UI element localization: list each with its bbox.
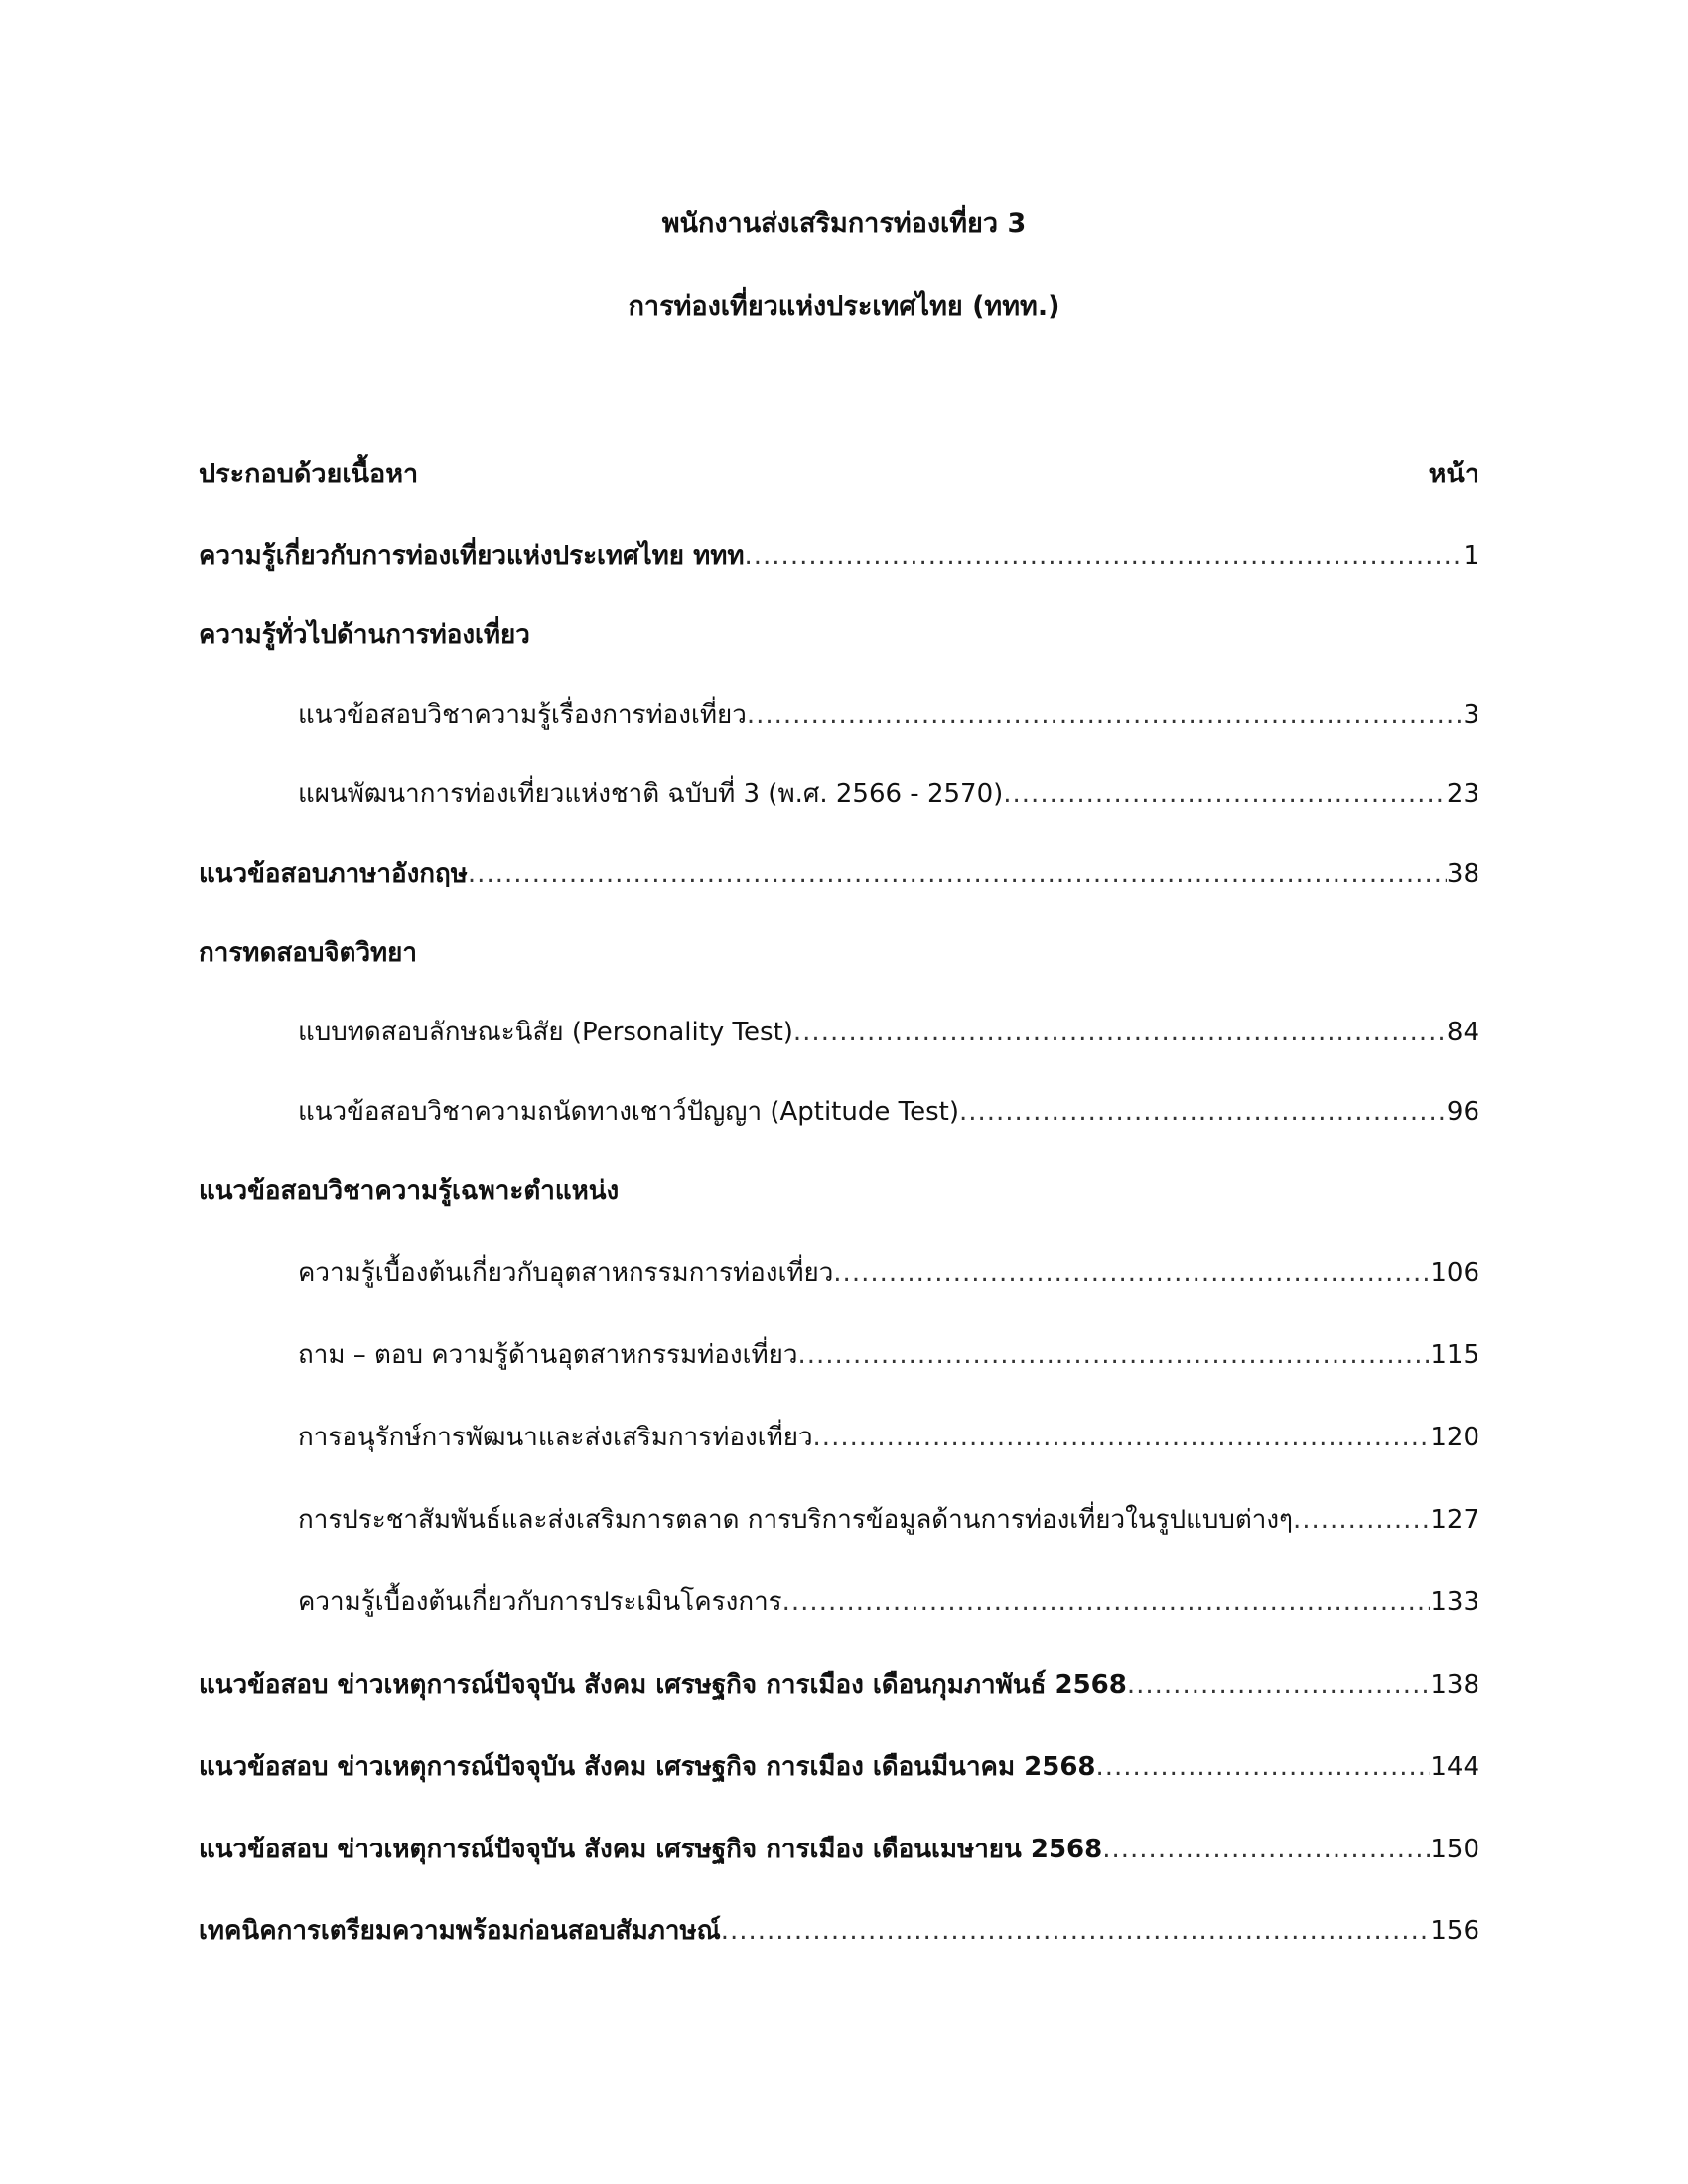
toc-header-page: หน้า (1428, 459, 1479, 489)
toc-entry-label: แนวข้อสอบ ข่าวเหตุการณ์ปัจจุบัน สังคม เศรษฐกิจ การเมือง เดือนมีนาคม 2568 (199, 1752, 1096, 1782)
toc-entry-label: แนวข้อสอบ ข่าวเหตุการณ์ปัจจุบัน สังคม เศรษฐกิจ การเมือง เดือนกุมภาพันธ์ 2568 (199, 1670, 1127, 1700)
toc-entry (0, 536, 1688, 576)
toc-entry-line (298, 1500, 1479, 1540)
toc-dot-leader (721, 1911, 1431, 1951)
toc-dot-leader (468, 854, 1447, 893)
toc-dot-leader (813, 1418, 1431, 1457)
toc-dot-leader (1003, 774, 1447, 814)
toc-entry-label: ความรู้เบื้องต้นเกี่ยวกับการประเมินโครงการ (298, 1587, 782, 1617)
toc-entry (0, 854, 1688, 893)
toc-entry-page-number: 127 (1430, 1505, 1479, 1535)
toc-entry-line (199, 536, 1479, 576)
toc-entry-page-number: 106 (1430, 1258, 1479, 1288)
toc-entry (0, 1013, 1688, 1052)
toc-entry-line (298, 1092, 1479, 1132)
document-title: พนักงานส่งเสริมการท่องเที่ยว 3 (661, 208, 1027, 239)
toc-entry-label: การประชาสัมพันธ์และส่งเสริมการตลาด การบริการข้อมูลด้านการท่องเที่ยวในรูปแบบต่างๆ (298, 1505, 1293, 1535)
title-block (0, 205, 1688, 327)
toc-entry (0, 1171, 1688, 1211)
toc-dot-leader (833, 1253, 1430, 1293)
toc-entry-label: แนวข้อสอบภาษาอังกฤษ (199, 859, 468, 888)
toc-entry-label: แนวข้อสอบวิชาความถนัดทางเชาว์ปัญญา (Aptitude Test) (298, 1097, 959, 1127)
toc-entry (0, 1500, 1688, 1540)
toc-entry-page-number: 120 (1430, 1423, 1479, 1452)
toc-entry (0, 774, 1688, 814)
toc-entry-page-number: 138 (1430, 1670, 1479, 1700)
toc-dot-leader (782, 1582, 1431, 1622)
toc-entry (0, 1582, 1688, 1622)
toc-dot-leader (1127, 1665, 1431, 1705)
toc-entry-label: ความรู้เบื้องต้นเกี่ยวกับอุตสาหกรรมการท่องเที่ยว (298, 1258, 834, 1288)
toc-entry (0, 1335, 1688, 1375)
toc-entry (0, 1418, 1688, 1457)
toc-entry (0, 1911, 1688, 1951)
toc-entry-label: แนวข้อสอบวิชาความรู้เรื่องการท่องเที่ยว (298, 700, 747, 730)
toc-entry (0, 1665, 1688, 1705)
toc-entry (0, 1747, 1688, 1787)
toc-entry (0, 695, 1688, 735)
toc-entry-label: เทคนิคการเตรียมความพร้อมก่อนสอบสัมภาษณ์ (199, 1916, 721, 1946)
toc-dot-leader (745, 536, 1464, 576)
toc-entry-line (298, 1582, 1479, 1622)
toc-dot-leader (747, 695, 1464, 735)
toc-dot-leader (1293, 1500, 1430, 1540)
toc-entry-label: แนวข้อสอบ ข่าวเหตุการณ์ปัจจุบัน สังคม เศรษฐกิจ การเมือง เดือนเมษายน 2568 (199, 1835, 1103, 1864)
toc-entry (0, 933, 1688, 973)
toc-entry-line (199, 1747, 1479, 1787)
toc-entry (0, 615, 1688, 655)
toc-entry-page-number: 84 (1446, 1018, 1479, 1047)
toc-entry-line (199, 1171, 619, 1211)
toc-entry-label: แบบทดสอบลักษณะนิสัย (Personality Test) (298, 1018, 793, 1047)
toc-dot-leader (1096, 1747, 1431, 1787)
toc-entry (0, 1830, 1688, 1869)
toc-entry-line (298, 695, 1479, 735)
toc-entry-label: แนวข้อสอบวิชาความรู้เฉพาะตำแหน่ง (199, 1176, 620, 1206)
toc-entry-line (199, 1830, 1479, 1869)
toc-entry-line (199, 1911, 1479, 1951)
toc-entry-page-number: 115 (1430, 1340, 1479, 1370)
toc-entry-page-number: 23 (1446, 779, 1479, 809)
toc-entry-page-number: 1 (1463, 541, 1479, 571)
toc-entry-line (298, 1013, 1479, 1052)
toc-entry-line (199, 615, 530, 655)
toc-entry-label: การอนุรักษ์การพัฒนาและส่งเสริมการท่องเที่ยว (298, 1423, 813, 1452)
document-subtitle: การท่องเที่ยวแห่งประเทศไทย (ททท.) (628, 291, 1060, 322)
toc-entry-label: การทดสอบจิตวิทยา (199, 938, 418, 968)
toc-entry (0, 1092, 1688, 1132)
toc-entry-page-number: 150 (1430, 1835, 1479, 1864)
toc-entry-page-number: 3 (1463, 700, 1479, 730)
toc-entry-label: ความรู้ทั่วไปด้านการท่องเที่ยว (199, 620, 530, 650)
toc-entry-line (199, 1665, 1479, 1705)
toc-entry-line (298, 1253, 1479, 1293)
toc-entry (0, 1253, 1688, 1293)
toc-entry-page-number: 38 (1446, 859, 1479, 888)
toc-dot-leader (797, 1335, 1430, 1375)
toc-entry-page-number: 133 (1430, 1587, 1479, 1617)
toc-entry-page-number: 156 (1430, 1916, 1479, 1946)
toc-entry-label: ถาม – ตอบ ความรู้ด้านอุตสาหกรรมท่องเที่ยว (298, 1340, 798, 1370)
toc-header-contents: ประกอบด้วยเนื้อหา (199, 459, 419, 489)
toc-entry-line (199, 933, 417, 973)
toc-dot-leader (793, 1013, 1447, 1052)
toc-entry-page-number: 96 (1446, 1097, 1479, 1127)
toc-entry-label: ความรู้เกี่ยวกับการท่องเที่ยวแห่งประเทศไทย ททท (199, 541, 745, 571)
toc-dot-leader (1102, 1830, 1430, 1869)
toc-header (199, 455, 1479, 494)
toc-entry-line (298, 1418, 1479, 1457)
toc-entry-line (298, 1335, 1479, 1375)
toc-entry-line (298, 774, 1479, 814)
toc-entry-label: แผนพัฒนาการท่องเที่ยวแห่งชาติ ฉบับที่ 3 (พ.ศ. 2566 - 2570) (298, 779, 1004, 809)
toc-entry-line (199, 854, 1479, 893)
toc-dot-leader (959, 1092, 1447, 1132)
toc-entry-page-number: 144 (1430, 1752, 1479, 1782)
